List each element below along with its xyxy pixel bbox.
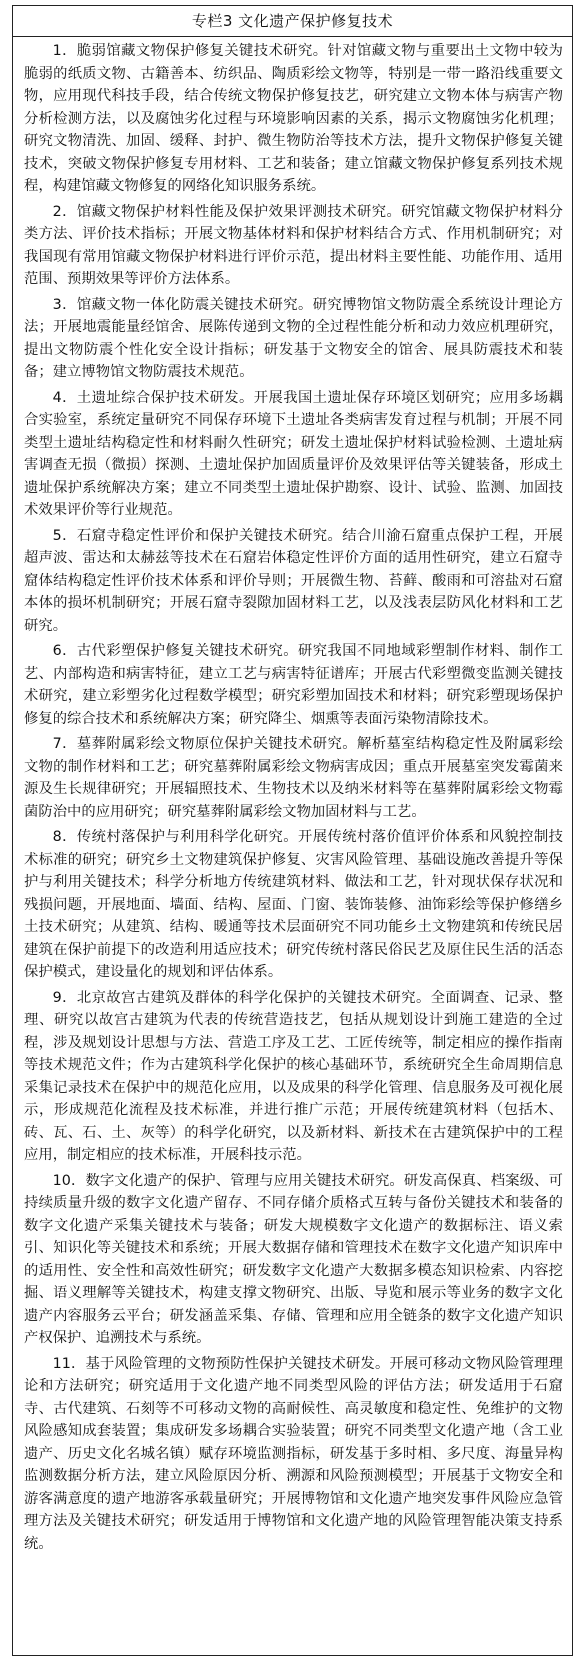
box-body (13, 37, 572, 1555)
paragraph-10: 10．数字文化遗产的保护、管理与应用关键技术研究。研发高保真、档案级、可持续质量升级的数字文化遗产留存、不同存储介质格式互转与备份关键技术和装备的数字文化遗产采集关键技术与装备；研发大规模数字文化遗产的数据标注、语义索引、知识化等关键技术和系统；开展大数据存储和管理技术在数字文化遗产知识库中的适用性、安全性和高效性研究；研发数字文化遗产大数据多模态知识检索、内容挖掘、语义理解等关键技术，构建支撑文物研究、出版、导览和展示等业务的数字文化遗产内容服务云平台；研发涵盖采集、存储、管理和应用全链条的数字文化遗产知识产权保护、追溯技术与系统。 (24, 1172, 563, 1346)
paragraph-8: 8．传统村落保护与利用科学化研究。开展传统村落价值评价体系和风貌控制技术标准的研究；研究乡土文物建筑保护修复、灾害风险管理、基础设施改善提升等保护与利用关键技术；科学分析地方传统建筑材料、做法和工艺，针对现状保存状况和残损问题，开展地面、墙面、结构、屋面、门窗、装饰装修、油饰彩绘等保护修缮乡土技术研究；从建筑、结构、暖通等技术层面研究不同功能乡土文物建筑和传统民居建筑在保护前提下的改造利用适应技术；研究传统村落民俗民艺及原住民生活的活态保护模式，建设量化的规划和评估体系。 (24, 829, 563, 980)
paragraph-5: 5．石窟寺稳定性评价和保护关键技术研究。结合川渝石窟重点保护工程，开展超声波、雷达和太赫兹等技术在石窟岩体稳定性评价方面的适用性研究，建立石窟寺窟体结构稳定性评价技术体系和评价导则；开展微生物、苔藓、酸雨和可溶盐对石窟本体的损坏机制研究；开展石窟寺裂隙加固材料工艺，以及浅表层防风化材料和工艺研究。 (24, 527, 563, 634)
paragraph-2: 2．馆藏文物保护材料性能及保护效果评测技术研究。研究馆藏文物保护材料分类方法、评价技术指标；开展文物基体材料和保护材料结合方式、作用机制研究；对我国现有常用馆藏文物保护材料进行评价示范，提出材料主要性能、功能作用、适用范围、预期效果等评价方法体系。 (24, 203, 563, 287)
paragraph-11: 11．基于风险管理的文物预防性保护关键技术研发。开展可移动文物风险管理理论和方法研究；研究适用于文化遗产地不同类型风险的评估方法；研发适用于石窟寺、古代建筑、石刻等不可移动文物的高耐候性、高灵敏度和稳定性、免维护的文物风险感知成套装置；集成研发多场耦合实验装置；研究不同类型文化遗产地（含工业遗产、历史文化名城名镇）赋存环境监测指标，研发基于多时相、多尺度、海量异构监测数据分析方法，建立风险原因分析、溯源和风险预测模型；开展基于文物安全和游客满意度的遗产地游客承载量研究；开展博物馆和文化遗产地突发事件风险应急管理方法及关键技术研究；研发适用于博物馆和文化遗产地的风险管理智能决策支持系统。 (24, 1355, 563, 1552)
feature-box (12, 5, 573, 1656)
paragraph-6: 6．古代彩塑保护修复关键技术研究。研究我国不同地域彩塑制作材料、制作工艺、内部构造和病害特征，建立工艺与病害特征谱库；开展古代彩塑微变监测关键技术研究，建立彩塑劣化过程数学模型；研究彩塑加固技术和材料；研究彩塑现场保护修复的综合技术和系统解决方案；研究降尘、烟熏等表面污染物清除技术。 (24, 643, 563, 727)
paragraph-1: 1．脆弱馆藏文物保护修复关键技术研究。针对馆藏文物与重要出土文物中较为脆弱的纸质文物、古籍善本、纺织品、陶质彩绘文物等，特别是一带一路沿线重要文物，应用现代科技手段，结合传统文物保护修复技艺，研究建立文物本体与病害产物分析检测方法，以及腐蚀劣化过程与环境影响因素的关系，揭示文物腐蚀劣化机理；研究文物清洗、加固、缓释、封护、微生物防治等技术方法，提升文物保护修复关键技术，突破文物保护修复专用材料、工艺和装备；建立馆藏文物保护修复系列技术规程，构建馆藏文物修复的网络化知识服务系统。 (24, 43, 563, 194)
paragraph-3: 3．馆藏文物一体化防震关键技术研究。研究博物馆文物防震全系统设计理论方法；开展地震能量经馆舍、展陈传递到文物的全过程性能分析和动力效应机理研究，提出文物防震个性化安全设计指标；研发基于文物安全的馆舍、展具防震技术和装备；建立博物馆文物防震技术规范。 (24, 296, 563, 380)
paragraph-9: 9．北京故宫古建筑及群体的科学化保护的关键技术研究。全面调查、记录、整理、研究以故宫古建筑为代表的传统营造技艺，包括从规划设计到施工建造的全过程，涉及规划设计思想与方法、营造工序及工艺、工匠传统等，制定相应的操作指南等技术规范文件；作为古建筑科学化保护的核心基础环节，系统研究全生命周期信息采集记录技术在保护中的规范化应用，以及成果的科学化管理、信息服务及可视化展示，形成规范化流程及技术标准，并进行推广示范；开展传统建筑材料（包括木、砖、瓦、石、土、灰等）的科学化研究，以及新材料、新技术在古建筑保护中的工程应用，制定相应的技术标准，开展科技示范。 (24, 989, 563, 1163)
box-title: 专栏3 文化遗产保护修复技术 (13, 6, 572, 37)
paragraph-7: 7．墓葬附属彩绘文物原位保护关键技术研究。解析墓室结构稳定性及附属彩绘文物的制作材料和工艺；研究墓葬附属彩绘文物病害成因；重点开展墓室突发霉菌来源及生长规律研究；开展辐照技术、生物技术以及纳米材料等在墓葬附属彩绘文物霉菌防治中的应用研究；研究墓葬附属彩绘文物加固材料与工艺。 (24, 736, 563, 820)
paragraph-4: 4．土遗址综合保护技术研发。开展我国土遗址保存环境区划研究；应用多场耦合实验室，系统定量研究不同保存环境下土遗址各类病害发育过程与机制；开展不同类型土遗址结构稳定性和材料耐久性研究；研发土遗址保护材料试验检测、土遗址病害调查无损（微损）探测、土遗址保护加固质量评价及效果评估等关键装备，形成土遗址保护系统解决方案；建立不同类型土遗址保护勘察、设计、试验、监测、加固技术效果评价等行业规范。 (24, 389, 563, 518)
